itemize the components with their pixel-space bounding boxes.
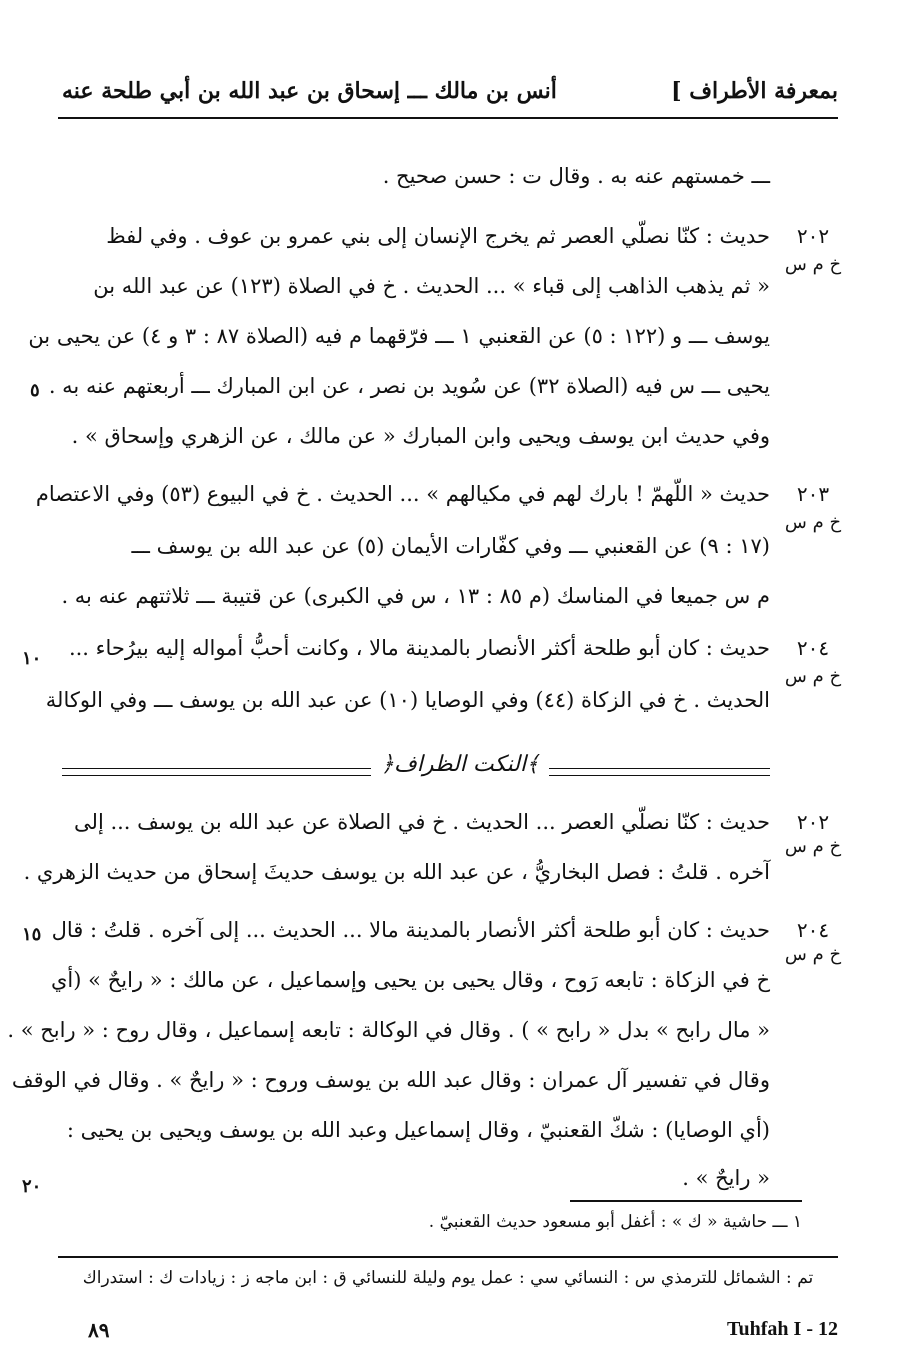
text-line: يحيى ـــ س فيه (الصلاة ٣٢) عن سُويد بن نصر ، عن ابن المبارك ـــ أربعتهم عنه به .: [48, 374, 770, 398]
text-line: م س جميعا في المناسك (م ٨٥ : ١٣ ، س في الكبرى) عن قتيبة ـــ ثلاثتهم عنه به .: [61, 584, 770, 608]
text-line: حديث : كان أبو طلحة أكثر الأنصار بالمدينة مالا ، وكانت أحبُّ أمواله إليه بيرُحاء ...: [68, 636, 770, 660]
text-line: حديث : كنّا نصلّي العصر ثم يخرج الإنسان إلى بني عمرو بن عوف . وفي لفظ: [106, 224, 770, 248]
entry-number: ٢٠٤: [796, 918, 830, 942]
entry-sigla: خ م س: [784, 666, 842, 687]
text-line: حديث : كان أبو طلحة أكثر الأنصار بالمدينة مالا ... الحديث ... إلى آخره . قلتُ : قال: [51, 918, 770, 942]
text-line: وفي حديث ابن يوسف ويحيى وابن المبارك « عن مالك ، عن الزهري وإسحاق » .: [71, 424, 770, 448]
entry-number: ٢٠٣: [796, 482, 830, 506]
section-title: [0, 752, 920, 777]
text-line: ـــ خمستهم عنه به . وقال ت : حسن صحيح .: [382, 164, 770, 188]
line-number-margin: ٢٠: [22, 1176, 42, 1197]
text-line: (أي الوصايا) : شكّ القعنبيّ ، وقال إسماعيل وعبد الله بن يوسف ويحيى بن يحيى :: [66, 1118, 770, 1142]
text-line: يوسف ـــ و (١٢٢ : ٥) عن القعنبي ١ ـــ فرّقهما م فيه (الصلاة ٨٧ : ٣ و ٤) عن يحيى بن: [28, 324, 770, 348]
running-title-right: بمعرفة الأطراف ]: [671, 78, 838, 104]
entry-sigla: خ م س: [784, 512, 842, 533]
legend-rule: [58, 1256, 838, 1258]
text-line: الحديث . خ في الزكاة (٤٤) وفي الوصايا (١٠) عن عبد الله بن يوسف ـــ وفي الوكالة: [45, 688, 770, 712]
running-title-left: أنس بن مالك ـــ إسحاق بن عبد الله بن أبي طلحة عنه: [62, 78, 557, 104]
text-line: وقال في تفسير آل عمران : وقال عبد الله بن يوسف وروح : « رايحٌ » . وقال في الوقف: [11, 1068, 770, 1092]
line-number-margin: ١٥: [22, 924, 42, 945]
footnote-rule: [570, 1200, 802, 1202]
text-line: حديث : كنّا نصلّي العصر ... الحديث . خ في الصلاة عن عبد الله بن يوسف ... إلى: [74, 810, 770, 834]
entry-sigla: خ م س: [784, 836, 842, 857]
text-line: « ثم يذهب الذاهب إلى قباء » ... الحديث . خ في الصلاة (١٢٣) عن عبد الله بن: [93, 274, 770, 298]
entry-number: ٢٠٢: [796, 224, 830, 248]
text-line: خ في الزكاة : تابعه رَوح ، وقال يحيى بن يحيى وإسماعيل ، عن مالك : « رايحٌ » (أي: [51, 968, 770, 992]
text-line: حديث « اللّهمّ ! بارك لهم في مكيالهم » ... الحديث . خ في البيوع (٥٣) وفي الاعتصام: [35, 482, 770, 506]
section-title-text: ﴿النكت الظراف﴾: [371, 752, 549, 777]
text-line: « مال رابح » بدل « رابح » ) . وقال في الوكالة : تابعه إسماعيل ، وقال روح : « رابح » .: [7, 1018, 770, 1042]
text-line: آخره . قلتُ : فصل البخاريُّ ، عن عبد الله بن يوسف حديثَ إسحاق من حديث الزهري .: [23, 860, 770, 884]
page-number: ٨٩: [88, 1318, 110, 1342]
header-rule: [58, 117, 838, 119]
line-number-margin: ٥: [30, 380, 40, 401]
signature-mark: Tuhfah I - 12: [727, 1318, 838, 1340]
text-line: « رايحٌ » .: [682, 1166, 770, 1190]
entry-number: ٢٠٤: [796, 636, 830, 660]
entry-sigla: خ م س: [784, 944, 842, 965]
entry-number: ٢٠٢: [796, 810, 830, 834]
footnote: ١ ـــ حاشية « ك » : أغفل أبو مسعود حديث القعنبيّ .: [428, 1212, 802, 1232]
line-number-margin: ١٠: [22, 648, 42, 669]
text-line: (١٧ : ٩) عن القعنبي ـــ وفي كفّارات الأيمان (٥) عن عبد الله بن يوسف ـــ: [131, 534, 770, 558]
abbreviation-legend: تم : الشمائل للترمذي س : النسائي سي : عمل يوم وليلة للنسائي ق : ابن ماجه ز : زيادات ك : استدراك: [82, 1268, 814, 1288]
entry-sigla: خ م س: [784, 254, 842, 275]
